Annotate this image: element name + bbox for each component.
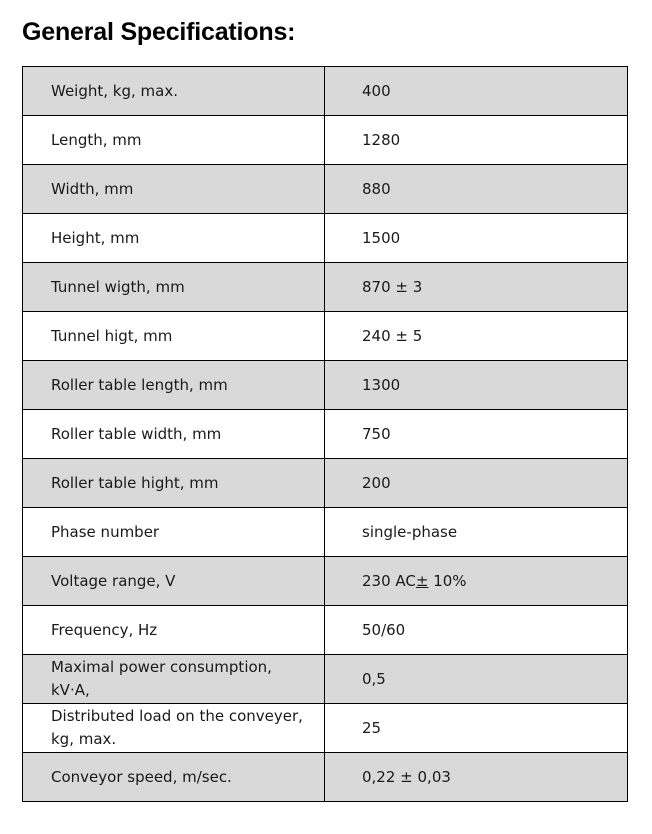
parameter-cell (23, 704, 325, 753)
parameter-cell: Roller table length, mm (23, 361, 325, 410)
value-cell: 880 (325, 165, 628, 214)
table-row (23, 410, 628, 459)
specifications-table (22, 66, 628, 802)
table-row (23, 312, 628, 361)
table-row (23, 655, 628, 704)
table-row (23, 459, 628, 508)
table-row (23, 361, 628, 410)
parameter-cell: Voltage range, V (23, 557, 325, 606)
plus-minus-sign: ± (415, 571, 429, 590)
table-row (23, 116, 628, 165)
value-prefix: 230 AC (362, 571, 416, 590)
table-row (23, 214, 628, 263)
table-row (23, 606, 628, 655)
parameter-line-1: Distributed load on the conveyer, (51, 707, 303, 725)
parameter-cell: Tunnel wigth, mm (23, 263, 325, 312)
page-title: General Specifications: (22, 18, 296, 46)
parameter-cell: Phase number (23, 508, 325, 557)
table-row (23, 557, 628, 606)
parameter-line-1: Maximal power consumption, (51, 658, 272, 676)
value-cell: 1280 (325, 116, 628, 165)
table-row (23, 753, 628, 802)
value-cell: 200 (325, 459, 628, 508)
table-row (23, 67, 628, 116)
parameter-cell: Height, mm (23, 214, 325, 263)
parameter-cell: Width, mm (23, 165, 325, 214)
value-cell: 1300 (325, 361, 628, 410)
value-suffix: 10% (428, 571, 467, 590)
parameter-cell: Roller table width, mm (23, 410, 325, 459)
value-cell: single-phase (325, 508, 628, 557)
value-cell: 870 ± 3 (325, 263, 628, 312)
value-cell: 25 (325, 704, 628, 753)
parameter-line-2: kg, max. (51, 730, 117, 748)
parameter-cell: Roller table hight, mm (23, 459, 325, 508)
value-cell: 400 (325, 67, 628, 116)
parameter-cell (23, 655, 325, 704)
parameter-cell: Frequency, Hz (23, 606, 325, 655)
parameter-cell: Weight, kg, max. (23, 67, 325, 116)
table-row (23, 508, 628, 557)
table-row (23, 263, 628, 312)
value-cell: 0,5 (325, 655, 628, 704)
table-row (23, 165, 628, 214)
parameter-cell: Length, mm (23, 116, 325, 165)
table-row (23, 704, 628, 753)
value-cell: 0,22 ± 0,03 (325, 753, 628, 802)
value-cell: 50/60 (325, 606, 628, 655)
parameter-line-2: kV·A, (51, 681, 90, 699)
parameter-cell: Conveyor speed, m/sec. (23, 753, 325, 802)
value-cell: 750 (325, 410, 628, 459)
value-cell: 240 ± 5 (325, 312, 628, 361)
value-cell (325, 557, 628, 606)
value-cell: 1500 (325, 214, 628, 263)
parameter-cell: Tunnel higt, mm (23, 312, 325, 361)
